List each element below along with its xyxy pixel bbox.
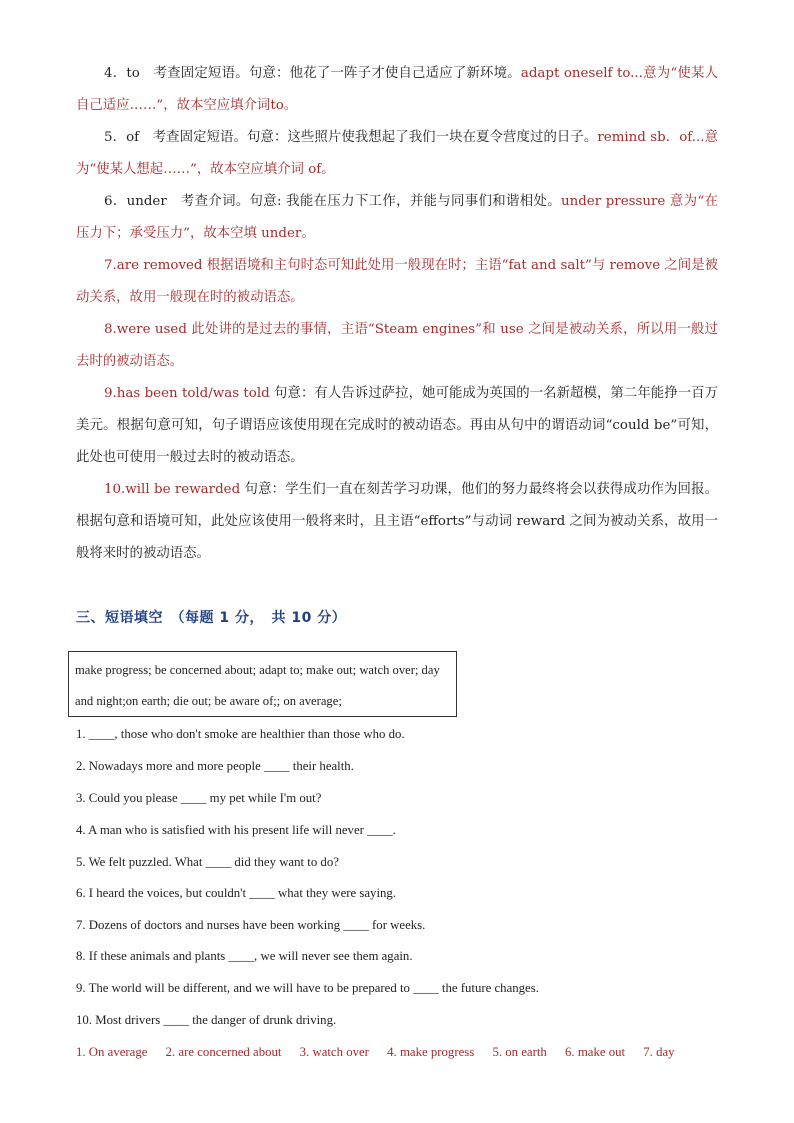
answer-item: 5. on earth [492, 1045, 547, 1059]
question-9: 9. The world will be different, and we will have to be prepared to ____ the future changes. [76, 981, 539, 995]
answer-key: 5．of [104, 130, 140, 145]
explanation-text: 考查固定短语。句意：这些照片使我想起了我们一块在夏令营度过的日子。 [139, 130, 598, 145]
answer-key: 8.were used [104, 322, 187, 337]
explanation-7 [76, 250, 718, 314]
explanation-highlight: 此处讲的是过去的事情，主语“Steam engines”和 use 之间是被动关系，所以用一般过去时的被动语态。 [76, 322, 718, 369]
section-heading: 三、短语填空 （每题 1 分， 共 10 分） [76, 610, 347, 626]
explanation-highlight: under pressure 意为“在压力下；承受压力”，故本空填 under。 [76, 194, 718, 241]
answer-key: 6．under [104, 194, 167, 209]
question-6: 6. I heard the voices, but couldn't ____ what they were saying. [76, 886, 397, 900]
explanation-6 [76, 186, 718, 250]
question-4: 4. A man who is satisfied with his present life will never ____. [76, 823, 396, 837]
question-8: 8. If these animals and plants ____, we will never see them again. [76, 949, 413, 963]
explanation-text: 考查固定短语。句意：他花了一阵子才使自己适应了新环境。 [139, 66, 521, 81]
answer-key: 4．to [104, 66, 140, 81]
answer-key: 10.will be rewarded [104, 482, 241, 497]
phrase-bank-box: make progress; be concerned about; adapt to; make out; watch over; day and night;on earth; die out; be aware of;; on average; [68, 651, 457, 717]
answer-item: 7. day [643, 1045, 675, 1059]
answer-item: 2. are concerned about [165, 1045, 282, 1059]
explanation-highlight: remind sb．of...意为“使某人想起……”，故本空应填介词 of。 [76, 130, 719, 177]
explanation-4 [76, 58, 718, 122]
question-5: 5. We felt puzzled. What ____ did they want to do? [76, 855, 339, 869]
explanation-text: 句意：学生们一直在刻苦学习功课，他们的努力最终将会以获得成功作为回报。根据句意和语境可知，此处应该使用一般将来时，且主语“efforts”与动词 reward 之间为被动关系，故用一般将来时的被动语态。 [76, 482, 718, 561]
explanation-text: 句意：有人告诉过萨拉，她可能成为英国的一名新超模，第二年能挣一百万美元。根据句意可知，句子谓语应该使用现在完成时的被动语态。再由从句中的谓语动词“could be”可知，此处也可使用一般过去时的被动语态。 [76, 386, 719, 465]
question-2: 2. Nowadays more and more people ____ their health. [76, 759, 354, 773]
explanation-highlight: adapt oneself to...意为“使某人自己适应……”，故本空应填介词to。 [76, 66, 718, 113]
answer-row [76, 1042, 718, 1062]
explanation-5 [76, 122, 718, 186]
answer-item: 3. watch over [299, 1045, 369, 1059]
question-1: 1. ____, those who don't smoke are healthier than those who do. [76, 727, 405, 741]
question-3: 3. Could you please ____ my pet while I'm out? [76, 791, 322, 805]
explanation-9 [76, 378, 718, 474]
explanation-10 [76, 474, 718, 570]
explanation-8 [76, 314, 718, 378]
answer-item: 1. On average [76, 1045, 148, 1059]
explanation-highlight: 根据语境和主句时态可知此处用一般现在时；主语“fat and salt”与 remove 之间是被动关系，故用一般现在时的被动语态。 [76, 258, 718, 305]
question-10: 10. Most drivers ____ the danger of drunk driving. [76, 1013, 337, 1027]
answer-item: 6. make out [565, 1045, 626, 1059]
question-7: 7. Dozens of doctors and nurses have been working ____ for weeks. [76, 918, 426, 932]
answer-key: 7.are removed [104, 258, 203, 273]
answer-item: 4. make progress [387, 1045, 475, 1059]
explanation-text: 考查介词。句意: 我能在压力下工作，并能与同事们和谐相处。 [166, 194, 561, 209]
answer-key: 9.has been told/was told [104, 386, 270, 401]
